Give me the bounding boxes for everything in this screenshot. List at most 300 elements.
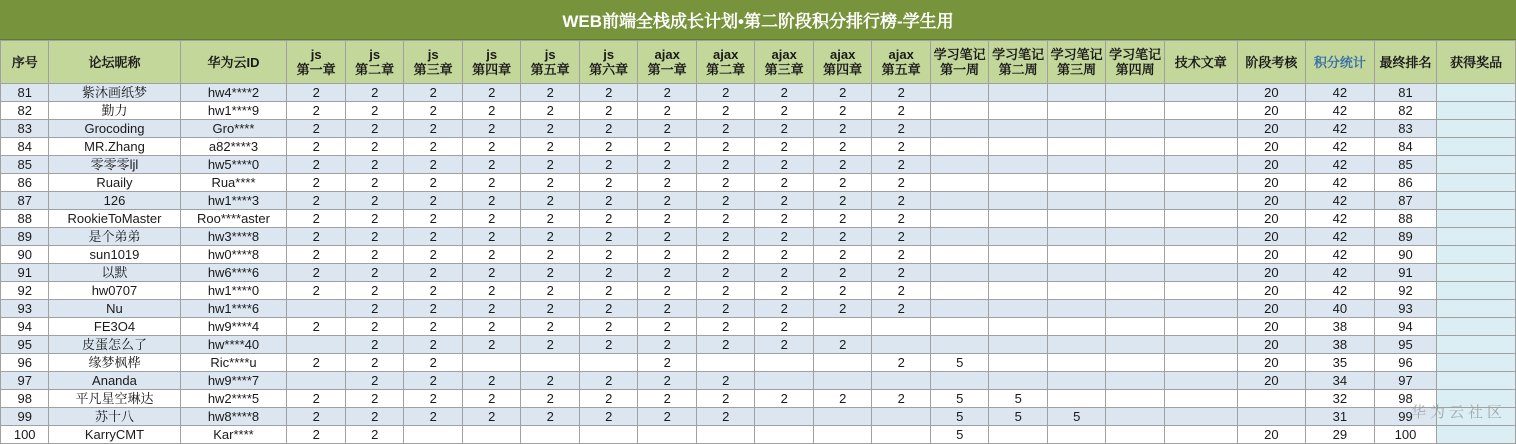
award-cell[interactable] — [1437, 318, 1516, 336]
table-cell[interactable] — [462, 354, 521, 372]
table-cell[interactable]: 20 — [1237, 192, 1306, 210]
table-cell[interactable]: 2 — [345, 138, 404, 156]
table-cell[interactable]: 2 — [287, 210, 346, 228]
table-cell[interactable]: 2 — [755, 228, 814, 246]
table-cell[interactable]: 2 — [462, 228, 521, 246]
table-cell[interactable]: 2 — [404, 228, 463, 246]
table-cell[interactable]: 2 — [579, 192, 638, 210]
table-cell[interactable] — [989, 318, 1048, 336]
table-cell[interactable]: 2 — [287, 138, 346, 156]
table-cell[interactable]: 2 — [462, 120, 521, 138]
table-cell[interactable]: 2 — [462, 210, 521, 228]
table-cell[interactable]: 2 — [872, 354, 931, 372]
table-cell[interactable] — [1106, 102, 1165, 120]
table-cell[interactable] — [638, 426, 697, 444]
table-cell[interactable] — [1047, 336, 1106, 354]
table-cell[interactable]: 2 — [345, 336, 404, 354]
table-cell[interactable]: 83 — [1374, 120, 1437, 138]
award-cell[interactable] — [1437, 120, 1516, 138]
table-cell[interactable]: 2 — [696, 408, 755, 426]
table-cell[interactable]: 86 — [1374, 174, 1437, 192]
table-cell[interactable]: 87 — [1374, 192, 1437, 210]
table-cell[interactable] — [1106, 300, 1165, 318]
row-number[interactable]: 85 — [1, 156, 49, 174]
table-cell[interactable] — [1164, 354, 1237, 372]
table-cell[interactable] — [755, 408, 814, 426]
table-cell[interactable] — [287, 372, 346, 390]
table-cell[interactable]: 126 — [49, 192, 180, 210]
table-cell[interactable]: 2 — [287, 156, 346, 174]
table-cell[interactable] — [1047, 318, 1106, 336]
table-cell[interactable]: hw****40 — [180, 336, 287, 354]
row-number[interactable]: 93 — [1, 300, 49, 318]
table-cell[interactable] — [579, 426, 638, 444]
table-cell[interactable] — [989, 336, 1048, 354]
table-cell[interactable]: hw1****6 — [180, 300, 287, 318]
table-cell[interactable]: 2 — [521, 318, 580, 336]
table-cell[interactable]: 2 — [813, 84, 872, 102]
table-cell[interactable] — [1106, 192, 1165, 210]
table-cell[interactable]: 2 — [696, 210, 755, 228]
table-cell[interactable] — [1106, 174, 1165, 192]
table-cell[interactable]: 20 — [1237, 156, 1306, 174]
table-cell[interactable]: 2 — [872, 102, 931, 120]
table-cell[interactable]: 32 — [1306, 390, 1375, 408]
table-cell[interactable]: hw1****9 — [180, 102, 287, 120]
table-cell[interactable]: 96 — [1374, 354, 1437, 372]
table-cell[interactable] — [872, 426, 931, 444]
table-cell[interactable] — [696, 354, 755, 372]
row-number[interactable]: 81 — [1, 84, 49, 102]
table-cell[interactable]: 2 — [462, 282, 521, 300]
table-cell[interactable] — [989, 282, 1048, 300]
table-cell[interactable]: 是个弟弟 — [49, 228, 180, 246]
table-cell[interactable]: 2 — [579, 282, 638, 300]
table-cell[interactable] — [930, 300, 989, 318]
table-cell[interactable]: 2 — [404, 264, 463, 282]
table-cell[interactable]: 2 — [404, 120, 463, 138]
table-cell[interactable]: 2 — [345, 408, 404, 426]
table-cell[interactable]: 2 — [872, 246, 931, 264]
table-cell[interactable]: 2 — [521, 102, 580, 120]
table-cell[interactable]: 2 — [755, 84, 814, 102]
table-cell[interactable]: 2 — [287, 246, 346, 264]
table-cell[interactable]: 2 — [872, 174, 931, 192]
table-cell[interactable]: 2 — [287, 174, 346, 192]
table-cell[interactable]: 2 — [872, 300, 931, 318]
table-cell[interactable]: 2 — [287, 102, 346, 120]
table-cell[interactable]: 2 — [462, 408, 521, 426]
table-cell[interactable]: 2 — [813, 156, 872, 174]
table-cell[interactable]: 2 — [462, 84, 521, 102]
table-cell[interactable] — [1106, 120, 1165, 138]
table-cell[interactable]: 20 — [1237, 174, 1306, 192]
table-cell[interactable] — [1047, 210, 1106, 228]
table-cell[interactable]: Grocoding — [49, 120, 180, 138]
table-cell[interactable] — [1164, 372, 1237, 390]
table-cell[interactable]: 2 — [755, 282, 814, 300]
table-cell[interactable]: 2 — [638, 282, 697, 300]
table-cell[interactable]: 42 — [1306, 282, 1375, 300]
table-cell[interactable] — [287, 336, 346, 354]
table-cell[interactable] — [1047, 138, 1106, 156]
table-cell[interactable]: 2 — [696, 282, 755, 300]
table-cell[interactable]: 2 — [813, 300, 872, 318]
table-cell[interactable]: 2 — [404, 318, 463, 336]
table-cell[interactable]: 2 — [521, 264, 580, 282]
table-cell[interactable]: 20 — [1237, 318, 1306, 336]
table-cell[interactable]: 2 — [813, 282, 872, 300]
table-cell[interactable]: 2 — [345, 84, 404, 102]
table-cell[interactable]: 2 — [521, 84, 580, 102]
table-cell[interactable] — [872, 408, 931, 426]
table-cell[interactable]: 2 — [462, 300, 521, 318]
table-cell[interactable]: 2 — [345, 120, 404, 138]
table-cell[interactable]: 2 — [579, 102, 638, 120]
table-cell[interactable]: 2 — [755, 102, 814, 120]
table-cell[interactable] — [1106, 354, 1165, 372]
table-cell[interactable]: 2 — [404, 336, 463, 354]
table-cell[interactable] — [1047, 174, 1106, 192]
table-cell[interactable]: 29 — [1306, 426, 1375, 444]
row-number[interactable]: 86 — [1, 174, 49, 192]
table-cell[interactable]: hw0707 — [49, 282, 180, 300]
table-cell[interactable]: 20 — [1237, 138, 1306, 156]
table-cell[interactable]: 2 — [579, 318, 638, 336]
table-cell[interactable]: 2 — [755, 300, 814, 318]
table-cell[interactable]: 2 — [579, 210, 638, 228]
table-cell[interactable] — [1164, 174, 1237, 192]
table-cell[interactable]: 42 — [1306, 210, 1375, 228]
award-cell[interactable] — [1437, 138, 1516, 156]
table-cell[interactable] — [1047, 102, 1106, 120]
table-cell[interactable] — [1164, 336, 1237, 354]
table-cell[interactable]: 2 — [696, 192, 755, 210]
table-cell[interactable]: 2 — [579, 156, 638, 174]
table-cell[interactable]: hw3****8 — [180, 228, 287, 246]
table-cell[interactable] — [1164, 300, 1237, 318]
table-cell[interactable]: 2 — [696, 84, 755, 102]
table-cell[interactable]: 2 — [287, 426, 346, 444]
table-cell[interactable]: Rua**** — [180, 174, 287, 192]
table-cell[interactable]: 2 — [579, 228, 638, 246]
table-cell[interactable]: 2 — [404, 156, 463, 174]
table-cell[interactable]: 2 — [462, 174, 521, 192]
table-cell[interactable] — [1237, 408, 1306, 426]
award-cell[interactable] — [1437, 210, 1516, 228]
table-cell[interactable] — [813, 408, 872, 426]
table-cell[interactable]: 20 — [1237, 102, 1306, 120]
table-cell[interactable]: 2 — [813, 336, 872, 354]
table-cell[interactable]: 2 — [521, 408, 580, 426]
table-cell[interactable] — [1237, 390, 1306, 408]
table-cell[interactable]: 20 — [1237, 426, 1306, 444]
table-cell[interactable] — [1164, 156, 1237, 174]
table-cell[interactable]: 2 — [696, 174, 755, 192]
table-cell[interactable]: 42 — [1306, 120, 1375, 138]
table-cell[interactable]: 2 — [579, 336, 638, 354]
table-cell[interactable] — [872, 318, 931, 336]
table-cell[interactable] — [1047, 372, 1106, 390]
table-cell[interactable] — [989, 300, 1048, 318]
table-cell[interactable]: 2 — [813, 192, 872, 210]
table-cell[interactable] — [1047, 390, 1106, 408]
row-number[interactable]: 98 — [1, 390, 49, 408]
table-cell[interactable] — [1164, 246, 1237, 264]
table-cell[interactable] — [1047, 120, 1106, 138]
table-cell[interactable]: KarryCMT — [49, 426, 180, 444]
table-cell[interactable] — [930, 318, 989, 336]
table-cell[interactable] — [404, 426, 463, 444]
table-cell[interactable] — [989, 156, 1048, 174]
table-cell[interactable]: 2 — [345, 228, 404, 246]
table-cell[interactable]: 89 — [1374, 228, 1437, 246]
award-cell[interactable] — [1437, 174, 1516, 192]
table-cell[interactable]: 2 — [345, 390, 404, 408]
table-cell[interactable] — [755, 372, 814, 390]
table-cell[interactable] — [1164, 318, 1237, 336]
award-cell[interactable] — [1437, 264, 1516, 282]
table-cell[interactable]: MR.Zhang — [49, 138, 180, 156]
row-number[interactable]: 83 — [1, 120, 49, 138]
table-cell[interactable]: 5 — [930, 408, 989, 426]
table-cell[interactable]: 2 — [813, 264, 872, 282]
award-cell[interactable] — [1437, 228, 1516, 246]
table-cell[interactable]: 5 — [930, 354, 989, 372]
table-cell[interactable]: Gro**** — [180, 120, 287, 138]
table-cell[interactable]: 20 — [1237, 210, 1306, 228]
table-cell[interactable] — [930, 264, 989, 282]
table-cell[interactable]: 2 — [287, 192, 346, 210]
table-cell[interactable]: 2 — [521, 336, 580, 354]
table-cell[interactable]: 2 — [755, 246, 814, 264]
table-cell[interactable]: 42 — [1306, 192, 1375, 210]
award-cell[interactable] — [1437, 84, 1516, 102]
table-cell[interactable]: 2 — [755, 264, 814, 282]
table-cell[interactable]: hw9****4 — [180, 318, 287, 336]
table-cell[interactable] — [930, 228, 989, 246]
table-cell[interactable]: 2 — [638, 300, 697, 318]
table-cell[interactable]: 2 — [345, 372, 404, 390]
table-cell[interactable] — [1047, 84, 1106, 102]
table-cell[interactable] — [1164, 102, 1237, 120]
table-cell[interactable]: 2 — [462, 336, 521, 354]
table-cell[interactable]: 20 — [1237, 336, 1306, 354]
table-cell[interactable] — [930, 174, 989, 192]
table-cell[interactable]: 20 — [1237, 84, 1306, 102]
table-cell[interactable]: 85 — [1374, 156, 1437, 174]
table-cell[interactable]: 2 — [579, 138, 638, 156]
table-cell[interactable] — [989, 246, 1048, 264]
table-cell[interactable]: hw4****2 — [180, 84, 287, 102]
table-cell[interactable] — [1164, 120, 1237, 138]
row-number[interactable]: 87 — [1, 192, 49, 210]
table-cell[interactable]: 34 — [1306, 372, 1375, 390]
table-cell[interactable]: 2 — [462, 318, 521, 336]
table-cell[interactable]: 2 — [404, 84, 463, 102]
table-cell[interactable]: 2 — [404, 102, 463, 120]
table-cell[interactable]: 81 — [1374, 84, 1437, 102]
table-cell[interactable] — [930, 282, 989, 300]
table-cell[interactable] — [1164, 228, 1237, 246]
table-cell[interactable]: 2 — [813, 138, 872, 156]
table-cell[interactable] — [989, 138, 1048, 156]
table-cell[interactable]: 2 — [287, 408, 346, 426]
table-cell[interactable]: 2 — [813, 228, 872, 246]
award-cell[interactable] — [1437, 192, 1516, 210]
table-cell[interactable] — [1106, 138, 1165, 156]
table-cell[interactable]: 平凡星空琳达 — [49, 390, 180, 408]
table-cell[interactable] — [1164, 84, 1237, 102]
row-number[interactable]: 82 — [1, 102, 49, 120]
table-cell[interactable]: 2 — [404, 354, 463, 372]
table-cell[interactable] — [930, 372, 989, 390]
table-cell[interactable]: 99 — [1374, 408, 1437, 426]
table-cell[interactable] — [1047, 282, 1106, 300]
table-cell[interactable]: 2 — [813, 246, 872, 264]
table-cell[interactable]: 2 — [579, 84, 638, 102]
table-cell[interactable]: 2 — [872, 264, 931, 282]
table-cell[interactable]: 2 — [462, 264, 521, 282]
table-cell[interactable] — [989, 174, 1048, 192]
table-cell[interactable]: 42 — [1306, 84, 1375, 102]
table-cell[interactable] — [1047, 264, 1106, 282]
table-cell[interactable]: 以默 — [49, 264, 180, 282]
table-cell[interactable]: 2 — [872, 138, 931, 156]
table-cell[interactable] — [755, 426, 814, 444]
table-cell[interactable]: 2 — [638, 246, 697, 264]
award-cell[interactable] — [1437, 372, 1516, 390]
table-cell[interactable] — [989, 264, 1048, 282]
table-cell[interactable]: 42 — [1306, 102, 1375, 120]
table-cell[interactable]: 2 — [287, 120, 346, 138]
table-cell[interactable]: 42 — [1306, 264, 1375, 282]
table-cell[interactable]: 2 — [404, 408, 463, 426]
table-cell[interactable]: 20 — [1237, 372, 1306, 390]
table-cell[interactable]: 2 — [755, 210, 814, 228]
table-cell[interactable] — [521, 354, 580, 372]
table-cell[interactable] — [1106, 318, 1165, 336]
table-cell[interactable]: hw1****0 — [180, 282, 287, 300]
table-cell[interactable]: 2 — [813, 174, 872, 192]
table-cell[interactable]: 2 — [638, 390, 697, 408]
table-cell[interactable] — [1164, 282, 1237, 300]
table-cell[interactable] — [1106, 264, 1165, 282]
table-cell[interactable]: 2 — [696, 120, 755, 138]
table-cell[interactable]: 2 — [872, 210, 931, 228]
table-cell[interactable]: 38 — [1306, 318, 1375, 336]
table-cell[interactable]: 2 — [404, 174, 463, 192]
row-number[interactable]: 89 — [1, 228, 49, 246]
table-cell[interactable]: 2 — [521, 192, 580, 210]
table-cell[interactable]: 88 — [1374, 210, 1437, 228]
table-cell[interactable]: 2 — [462, 102, 521, 120]
table-cell[interactable]: hw0****8 — [180, 246, 287, 264]
table-cell[interactable]: 2 — [579, 372, 638, 390]
table-cell[interactable]: 2 — [462, 192, 521, 210]
table-cell[interactable]: 2 — [696, 228, 755, 246]
table-cell[interactable] — [989, 210, 1048, 228]
table-cell[interactable] — [1106, 246, 1165, 264]
table-cell[interactable]: 2 — [404, 246, 463, 264]
table-cell[interactable]: 勤力 — [49, 102, 180, 120]
table-cell[interactable] — [1164, 426, 1237, 444]
table-cell[interactable]: 2 — [521, 174, 580, 192]
table-cell[interactable]: 20 — [1237, 282, 1306, 300]
table-cell[interactable] — [813, 426, 872, 444]
table-cell[interactable]: 2 — [287, 318, 346, 336]
table-cell[interactable]: 2 — [755, 318, 814, 336]
table-cell[interactable]: 90 — [1374, 246, 1437, 264]
table-cell[interactable]: 2 — [755, 390, 814, 408]
table-cell[interactable] — [1047, 426, 1106, 444]
table-cell[interactable]: 2 — [638, 264, 697, 282]
table-cell[interactable]: hw9****7 — [180, 372, 287, 390]
table-cell[interactable]: 98 — [1374, 390, 1437, 408]
row-number[interactable]: 96 — [1, 354, 49, 372]
table-cell[interactable]: 2 — [755, 156, 814, 174]
table-cell[interactable]: 2 — [755, 336, 814, 354]
table-cell[interactable]: 2 — [638, 210, 697, 228]
table-cell[interactable]: Nu — [49, 300, 180, 318]
table-cell[interactable]: 2 — [345, 426, 404, 444]
table-cell[interactable] — [1106, 228, 1165, 246]
table-cell[interactable] — [1047, 300, 1106, 318]
table-cell[interactable]: 2 — [345, 192, 404, 210]
table-cell[interactable] — [930, 156, 989, 174]
table-cell[interactable] — [813, 372, 872, 390]
table-cell[interactable]: a82****3 — [180, 138, 287, 156]
table-cell[interactable]: 5 — [930, 390, 989, 408]
table-cell[interactable]: 2 — [287, 84, 346, 102]
award-cell[interactable] — [1437, 102, 1516, 120]
table-cell[interactable]: 2 — [755, 192, 814, 210]
table-cell[interactable]: 20 — [1237, 246, 1306, 264]
table-cell[interactable]: 2 — [345, 102, 404, 120]
table-cell[interactable]: 2 — [638, 102, 697, 120]
table-cell[interactable] — [989, 426, 1048, 444]
table-cell[interactable] — [1047, 192, 1106, 210]
table-cell[interactable]: 紫沐画纸梦 — [49, 84, 180, 102]
table-cell[interactable]: 2 — [872, 156, 931, 174]
table-cell[interactable]: 2 — [579, 264, 638, 282]
table-cell[interactable]: RookieToMaster — [49, 210, 180, 228]
table-cell[interactable]: Ruaily — [49, 174, 180, 192]
table-cell[interactable]: 2 — [872, 192, 931, 210]
table-cell[interactable]: 93 — [1374, 300, 1437, 318]
row-number[interactable]: 91 — [1, 264, 49, 282]
table-cell[interactable]: 2 — [521, 156, 580, 174]
award-cell[interactable] — [1437, 282, 1516, 300]
award-cell[interactable] — [1437, 336, 1516, 354]
table-cell[interactable] — [1047, 156, 1106, 174]
table-cell[interactable] — [872, 336, 931, 354]
table-cell[interactable]: 42 — [1306, 246, 1375, 264]
table-cell[interactable]: Roo****aster — [180, 210, 287, 228]
table-cell[interactable] — [755, 354, 814, 372]
table-cell[interactable] — [930, 138, 989, 156]
table-cell[interactable]: 2 — [579, 174, 638, 192]
table-cell[interactable]: 2 — [638, 228, 697, 246]
table-cell[interactable]: 2 — [404, 192, 463, 210]
table-cell[interactable]: 2 — [696, 318, 755, 336]
table-cell[interactable]: 2 — [638, 84, 697, 102]
table-cell[interactable]: 2 — [404, 372, 463, 390]
table-cell[interactable]: 零零零ljl — [49, 156, 180, 174]
table-cell[interactable]: 苏十八 — [49, 408, 180, 426]
table-cell[interactable] — [1164, 390, 1237, 408]
table-cell[interactable]: 2 — [404, 282, 463, 300]
